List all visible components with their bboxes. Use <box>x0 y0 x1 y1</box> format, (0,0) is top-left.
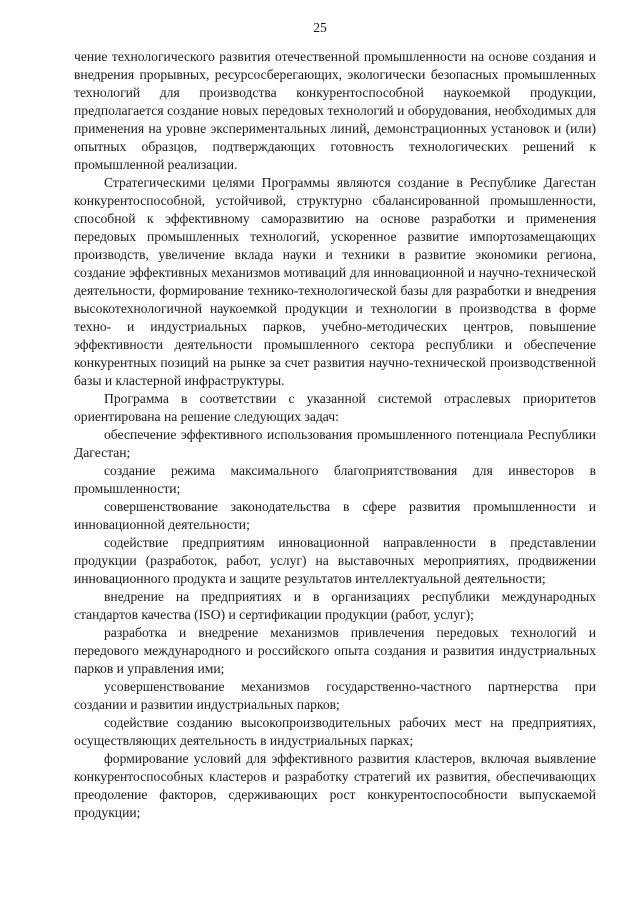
list-item: содействие созданию высокопроизводительных рабочих мест на предприятиях, осуществляющих деятельность в индустриальных парках; <box>74 715 596 748</box>
list-item: совершенствование законодательства в сфере развития промышленности и инновационной деятельности; <box>74 499 596 532</box>
paragraph: Стратегическими целями Программы являются создание в Республике Дагестан конкурентоспособной, устойчивой, структурно сбалансированной промышленности, способной к эффективному саморазвитию на основе разработки и применения передовых промышленных технологий, ускоренное развитие импортозамещающих производств, увеличение вклада науки и техники в развитие экономики региона, создание эффективных механизмов мотиваций для инновационной и научно-технической деятельности, формирование технико-технологической базы для разработки и внедрения высокотехнологичной наукоемкой продукции и технологии в производства в форме техно- и индустриальных парков, учебно-методических центров, повышение эффективности деятельности промышленного сектора республики и обеспечение конкурентных позиций на рынке за счет развития научно-технической производственной базы и кластерной инфраструктуры. <box>74 175 596 388</box>
body-text <box>74 48 596 822</box>
list-item: формирование условий для эффективного развития кластеров, включая выявление конкурентоспособных кластеров и разработку стратегий их развития, обеспечивающих преодоление факторов, сдерживающих рост конкурентоспособности выпускаемой продукции; <box>74 751 596 820</box>
page-number: 25 <box>313 20 327 35</box>
list-item: разработка и внедрение механизмов привлечения передовых технологий и передового международного и российского опыта создания и развития индустриальных парков и управления ими; <box>74 625 596 676</box>
list-item: обеспечение эффективного использования промышленного потенциала Республики Дагестан; <box>74 427 596 460</box>
list-item: внедрение на предприятиях и в организациях республики международных стандартов качества (ISO) и сертификации продукции (работ, услуг); <box>74 589 596 622</box>
list-item: содействие предприятиям инновационной направленности в представлении продукции (разработок, работ, услуг) на выставочных мероприятиях, продвижении инновационного продукта и защите результатов интеллектуальной деятельности; <box>74 535 596 586</box>
paragraph: Программа в соответствии с указанной системой отраслевых приоритетов ориентирована на решение следующих задач: <box>74 391 596 424</box>
list-item: создание режима максимального благоприятствования для инвесторов в промышленности; <box>74 463 596 496</box>
paragraph: чение технологического развития отечественной промышленности на основе создания и внедрения прорывных, ресурсосберегающих, экологически безопасных промышленных технологий для производства конкурентоспособной наукоемкой продукции, предполагается создание новых передовых технологий и оборудования, необходимых для применения на уровне экспериментальных линий, демонстрационных установок и (или) опытных образцов, подтверждающих готовность технологических решений к промышленной реализации. <box>74 49 596 172</box>
list-item: усовершенствование механизмов государственно-частного партнерства при создании и развитии индустриальных парков; <box>74 679 596 712</box>
